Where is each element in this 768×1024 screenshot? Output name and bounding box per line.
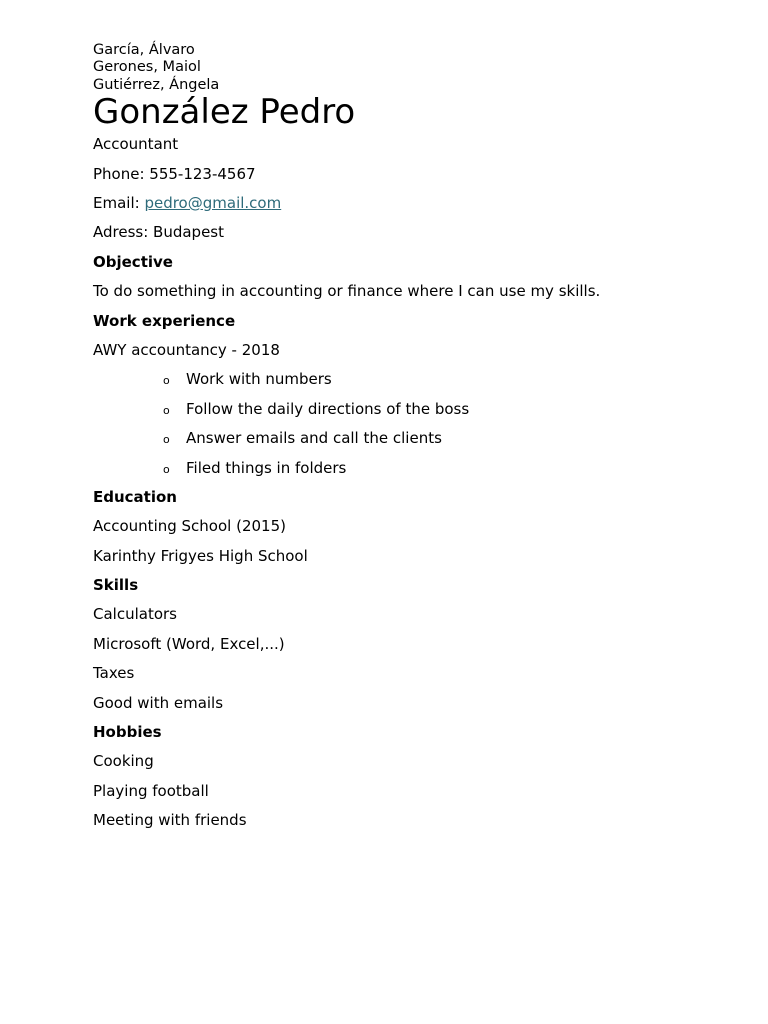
hobby-item: Playing football: [93, 781, 209, 800]
skill-item: Microsoft (Word, Excel,...): [93, 634, 285, 653]
bullet-icon: o: [163, 403, 170, 417]
list-item: [93, 399, 713, 419]
duty-text: Follow the daily directions of the boss: [186, 399, 470, 418]
list-item: [93, 428, 713, 448]
objective-text: To do something in accounting or finance where I can use my skills.: [93, 282, 601, 301]
skill-item: Taxes: [93, 664, 135, 683]
author-name: Gutiérrez, Ángela: [93, 76, 220, 93]
author-name: García, Álvaro: [93, 42, 195, 58]
duty-text: Filed things in folders: [186, 458, 347, 477]
phone-line: Phone: 555-123-4567: [93, 164, 256, 183]
author-list: [93, 42, 713, 94]
address-line: Adress: Budapest: [93, 223, 224, 242]
author-name: Gerones, Maiol: [93, 59, 201, 76]
education-item: Karinthy Frigyes High School: [93, 546, 308, 565]
list-item: [93, 458, 713, 478]
hobbies-heading: Hobbies: [93, 723, 162, 742]
bullet-icon: o: [163, 374, 170, 388]
candidate-name: González Pedro: [93, 92, 356, 133]
skill-item: Calculators: [93, 605, 177, 624]
job-entry: AWY accountancy - 2018: [93, 340, 280, 359]
bullet-icon: o: [163, 462, 170, 476]
hobby-item: Meeting with friends: [93, 811, 247, 830]
email-label: Email:: [93, 194, 145, 212]
skills-heading: Skills: [93, 576, 139, 595]
education-item: Accounting School (2015): [93, 517, 286, 536]
duty-text: Work with numbers: [186, 370, 332, 389]
resume-document: [93, 42, 713, 840]
list-item: [93, 369, 713, 389]
email-link[interactable]: pedro@gmail.com: [144, 194, 282, 212]
work-experience-heading: Work experience: [93, 311, 236, 330]
job-title: Accountant: [93, 135, 179, 154]
skill-item: Good with emails: [93, 693, 224, 712]
education-heading: Education: [93, 487, 177, 506]
duty-text: Answer emails and call the clients: [186, 429, 442, 448]
email-line: [93, 193, 713, 213]
objective-heading: Objective: [93, 252, 173, 271]
bullet-icon: o: [163, 433, 170, 447]
duties-list: [93, 369, 713, 477]
hobby-item: Cooking: [93, 752, 154, 771]
